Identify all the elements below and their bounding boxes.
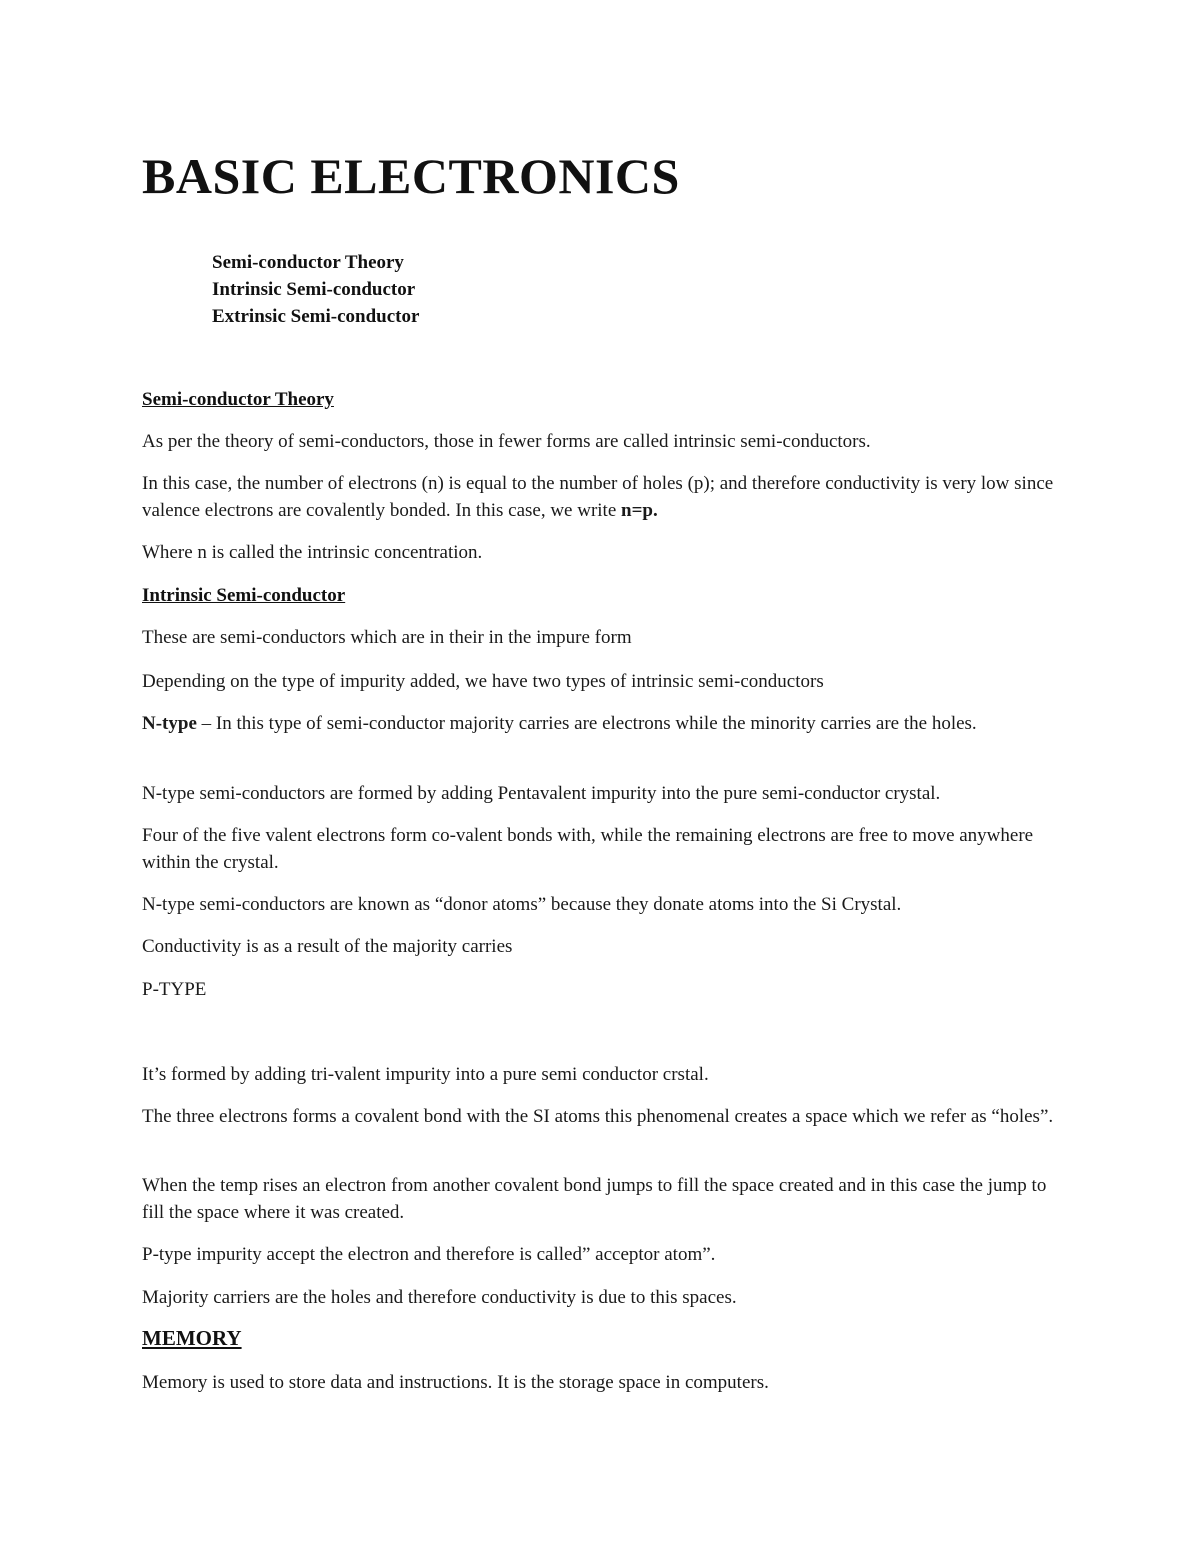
paragraph: It’s formed by adding tri-valent impurity into a pure semi conductor crstal.	[142, 1064, 709, 1085]
paragraph: Where n is called the intrinsic concentration.	[142, 542, 483, 563]
paragraph: As per the theory of semi-conductors, those in fewer forms are called intrinsic semi-conductors.	[142, 431, 871, 452]
paragraph: N-type semi-conductors are formed by adding Pentavalent impurity into the pure semi-conductor crystal.	[142, 783, 941, 804]
document-title: BASIC ELECTRONICS	[142, 148, 680, 204]
equation-n-equals-p: n=p.	[621, 500, 658, 521]
paragraph	[142, 710, 1062, 737]
section-heading-intrinsic-semiconductor: Intrinsic Semi-conductor	[142, 585, 346, 606]
section-heading-semiconductor-theory: Semi-conductor Theory	[142, 389, 334, 410]
paragraph	[142, 470, 1062, 524]
paragraph: P-TYPE	[142, 979, 207, 1000]
ntype-label: N-type	[142, 713, 197, 734]
paragraph: Depending on the type of impurity added, we have two types of intrinsic semi-conductors	[142, 671, 824, 692]
toc-item: Intrinsic Semi-conductor	[212, 279, 416, 300]
paragraph: The three electrons forms a covalent bond with the SI atoms this phenomenal creates a space which we refer as “holes”.	[142, 1106, 1054, 1127]
section-heading-memory: MEMORY	[142, 1326, 242, 1350]
paragraph-text: In this case, the number of electrons (n) is equal to the number of holes (p); and therefore conductivity is very low since valence electrons are covalently bonded. In this case, we write	[142, 473, 1054, 521]
paragraph: Conductivity is as a result of the majority carries	[142, 936, 513, 957]
table-of-contents	[212, 249, 419, 330]
toc-item: Extrinsic Semi-conductor	[212, 306, 420, 327]
paragraph: Memory is used to store data and instructions. It is the storage space in computers.	[142, 1372, 769, 1393]
paragraph: Majority carriers are the holes and therefore conductivity is due to this spaces.	[142, 1287, 737, 1308]
paragraph: These are semi-conductors which are in their in the impure form	[142, 627, 632, 648]
toc-item: Semi-conductor Theory	[212, 252, 404, 273]
paragraph-text: – In this type of semi-conductor majority carries are electrons while the minority carries are the holes.	[196, 713, 977, 734]
paragraph: N-type semi-conductors are known as “donor atoms” because they donate atoms into the Si Crystal.	[142, 894, 902, 915]
paragraph: P-type impurity accept the electron and therefore is called” acceptor atom”.	[142, 1244, 716, 1265]
paragraph: When the temp rises an electron from another covalent bond jumps to fill the space created and in this case the jump to fill the space where it was created.	[142, 1175, 1047, 1223]
paragraph: Four of the five valent electrons form co-valent bonds with, while the remaining electrons are free to move anywhere within the crystal.	[142, 825, 1034, 873]
